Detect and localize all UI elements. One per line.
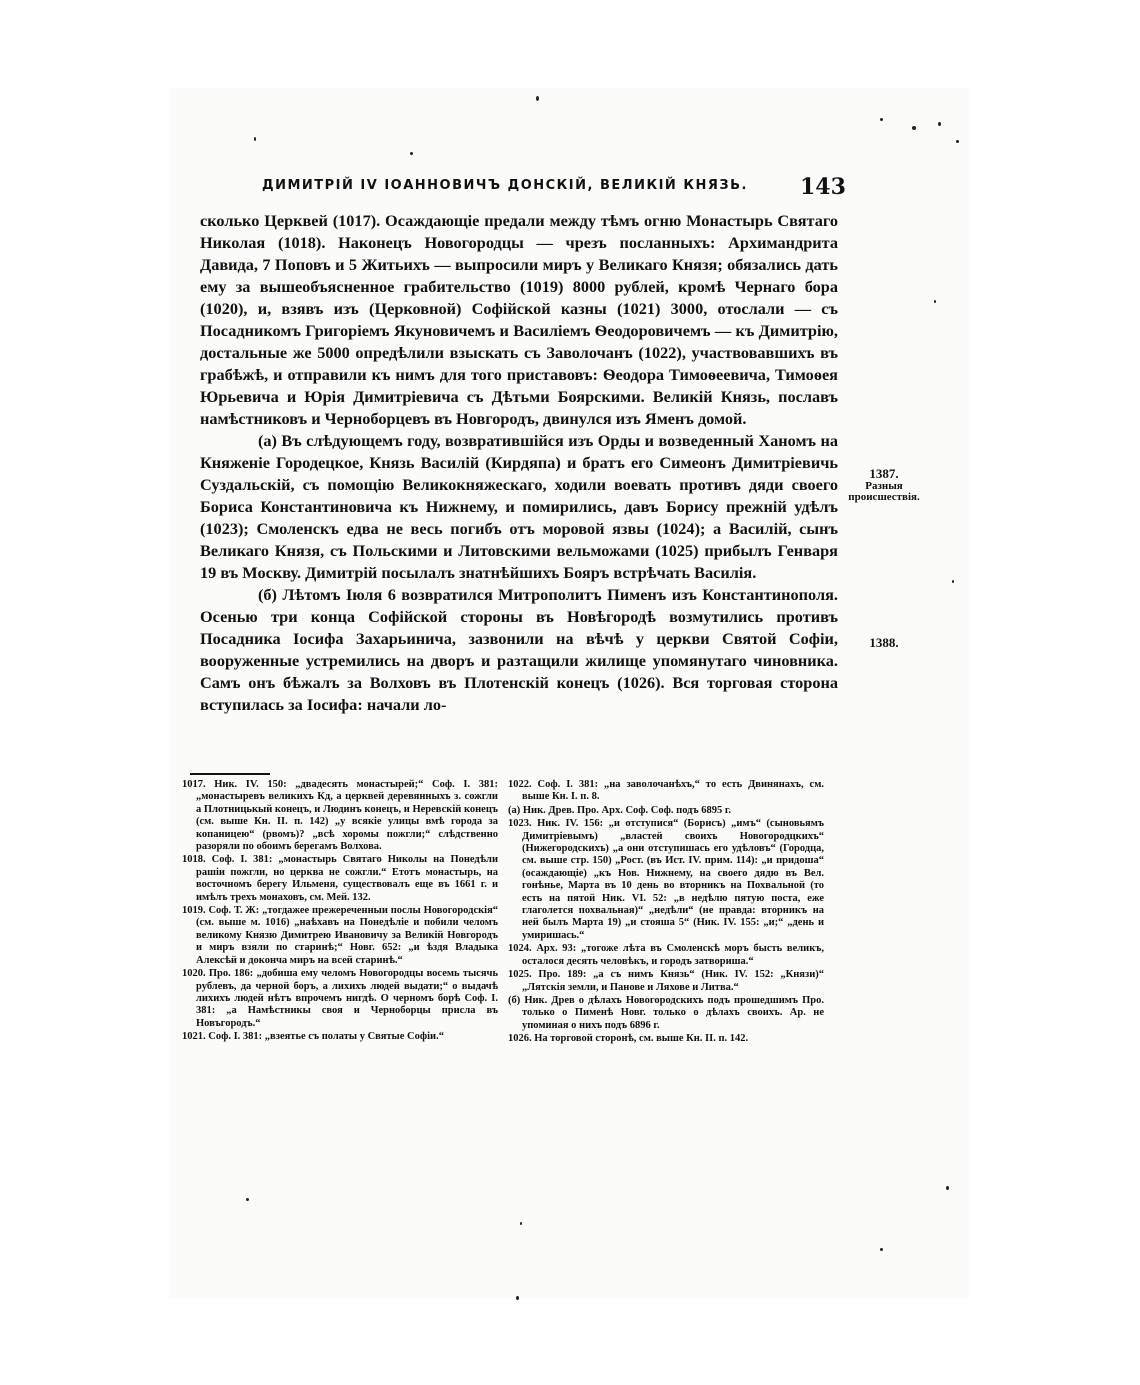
- scan-speck: [410, 152, 413, 155]
- scan-speck: [938, 122, 941, 126]
- footnotes-left-column: [182, 779, 498, 1045]
- scan-speck: [880, 1248, 883, 1251]
- scan-speck: [536, 96, 539, 101]
- footnote: 1025. Про. 189: „а съ нимъ Князь“ (Ник. IV. 152: „Князи)“ „Лятскія земли, и Панове и Ляхове и Литва.“: [508, 969, 824, 993]
- scan-speck: [516, 1296, 519, 1300]
- footnotes-right-column: [508, 779, 824, 1047]
- page-number: 143: [800, 174, 846, 200]
- margin-note-text: Разныя происшествія.: [848, 480, 920, 503]
- footnote-divider: [190, 773, 270, 775]
- scan-speck: [880, 118, 883, 121]
- margin-note-year: 1387.: [869, 466, 899, 481]
- scan-speck: [946, 1186, 949, 1190]
- scan-speck: [956, 140, 959, 143]
- scan-speck: [912, 126, 916, 130]
- paragraph: (б) Лѣтомъ Іюля 6 возвратился Митрополитъ Пименъ изъ Константинополя. Осенью три конца Софійской стороны въ Новѣгородѣ возмутились противъ Посадника Іосифа Захарьинича, зазвонили на вѣчѣ у церкви Святой Софіи, вооруженные устремились на дворъ и разтащили жилище упомянутаго чиновника. Самъ онъ бѣжалъ за Волховъ въ Плотенскій конецъ (1026). Вся торговая сторона вступилась за Іосифа: начали ло-: [200, 585, 838, 714]
- scan-speck: [254, 137, 256, 141]
- margin-note-year: 1388.: [869, 635, 899, 650]
- footnote: 1022. Соф. I. 381: „на заволочанѣхъ,“ то есть Двинянахъ, см. выше Кн. I. п. 8.: [508, 779, 824, 803]
- main-text: [200, 210, 838, 716]
- footnote: 1023. Ник. IV. 156: „и отступися“ (Борисъ) „имъ“ (сыновьямъ Димитріевымъ) „властей своихъ Новогородцкихъ“ (Нижегородскихъ) „а они отступишась его удѣловъ“ (Городца, см. выше стр. 150) „Рост. (въ Ист. IV. прим. 114): „и придоша“ (осаждающіе) „къ Нов. Нижнему, на своего дядю въ Вел. гонѣнье, Марта въ 10 день во вторникъ на Похвальной (то есть на пятой Ник. VI. 52: „в недѣлю пятую поста, еже глаголется похвальная)“ „недѣли“ (не правда: вторникъ на ней былъ Марта 19) „и стояша 5“ (Ник. IV. 155: „и;“ „день и умиришась.“: [508, 818, 824, 941]
- running-title: ДИМИТРІЙ IV ІОАННОВИЧЪ ДОНСКІЙ, ВЕЛИКІЙ КНЯЗЬ.: [262, 178, 748, 193]
- margin-note: [844, 468, 924, 503]
- footnote: 1018. Соф. I. 381: „монастырь Святаго Николы на Понедѣли рашіи пожгли, но церква не сожгли.“ Етотъ монастырь, на восточномъ берегу Ильменя, существовалъ еще въ 1661 г. и имѣлъ трехъ монаховъ, см. Мей. 132.: [182, 854, 498, 903]
- paragraph: сколько Церквей (1017). Осаждающіе предали между тѣмъ огню Монастырь Святаго Николая (1018). Наконецъ Новогородцы — чрезъ посланныхъ: Архимандрита Давида, 7 Поповъ и 5 Житьихъ — выпросили миръ у Великаго Князя; обязались дать ему за вышеобъясненное грабительство (1019) 8000 рублей, кромѣ Чернаго бора (1020), и, взявъ изъ (Церковной) Софійской казны (1021) 3000, отослали — съ Посадникомъ Григоріемъ Якуновичемъ и Василіемъ Ѳеодоровичемъ — къ Димитрію, достальные же 5000 опредѣлили взыскать съ Заволочанъ (1022), участвовавшихъ въ грабѣжѣ, и отправили къ нимъ для того приставовъ: Ѳеодора Тимоѳеевича, Тимоѳея Юрьевича и Юрія Димитріевича съ Дѣтьми Боярскими. Великій Князь, пославъ намѣстниковъ и Черноборцевъ въ Новгородъ, двинулся изъ Яменъ домой.: [200, 211, 838, 428]
- footnote: (а) Ник. Древ. Про. Арх. Соф. Соф. подъ 6895 г.: [508, 804, 732, 816]
- footnote: (б) Ник. Древ о дѣлахъ Новогородскихъ подъ прошедшимъ Про. только о Пименѣ Новг. только о дѣлахъ своихъ. Ар. не упоминая о нихъ подъ 6896 г.: [508, 994, 824, 1031]
- scan-speck: [246, 1198, 249, 1201]
- scan-speck: [520, 1222, 522, 1225]
- footnote: 1017. Ник. IV. 150: „двадесять монастырей;“ Соф. I. 381: „монастыревъ великихъ Кд, а церквей деревянныхъ з. сожгли а Плотницькый конецъ, и Людинъ конецъ, и Неревскій конецъ (см. выше Кн. II. п. 142) „у всякіе улицы вмѣ города за копаницею“ (рвомъ)? „всѣ хоромы пожгли;“ слѣдственно разоряли по обоимъ берегамъ Волхова.: [182, 779, 498, 853]
- footnote: 1026. На торговой сторонѣ, см. выше Кн. II. п. 142.: [508, 1033, 749, 1045]
- scan-speck: [934, 300, 936, 303]
- footnote: 1021. Соф. I. 381: „взеятье съ полаты у Святые Софіи.“: [182, 1031, 444, 1043]
- paragraph: (а) Въ слѣдующемъ году, возвратившійся изъ Орды и возведенный Ханомъ на Княженіе Городецкое, Князь Василій (Кирдяпа) и братъ его Симеонъ Димитріевичь Суздальскій, съ помощію Великокняжескаго, ходили воевать противъ дяди своего Бориса Константиновича къ Нижнему, и помирились, давъ Борису прежній удѣлъ (1023); Смоленскъ едва не весь погибъ отъ моровой язвы (1024); а Василій, сынъ Великаго Князя, съ Польскими и Литовскими вельможами (1025) прибылъ Генваря 19 въ Москву. Димитрій посылалъ знатнѣйшихъ Бояръ встрѣчать Василія.: [200, 431, 838, 582]
- footnote: 1019. Соф. Т. Ж: „тогдажее прежереченныи послы Новогородскія“ (см. выше м. 1016) „наѣхавъ на Понедѣліе и побили челомъ великому Князю Димитрею Ивановичу за Великій Новгородъ и миръ взяли по старинѣ;“ Новг. 652: „и ѣздя Владыка Алексѣй и доконча миръ на всей старинѣ.“: [182, 905, 498, 966]
- footnote: 1024. Арх. 93: „тогоже лѣта въ Смоленскѣ моръ бысть великъ, осталося десять человѣкъ, и городъ затвориша.“: [508, 943, 824, 967]
- margin-note: [844, 637, 924, 650]
- footnote: 1020. Про. 186: „добиша ему челомъ Новогородцы восемь тысячь рублевъ, да черной боръ, а лихихъ людей выдати;“ о выдачѣ лихихъ людей нѣтъ впрочемъ нигдѣ. О черномъ борѣ Соф. I. 381: „а Намѣстникы своя и Черноборцы присла въ Новъгородъ.“: [182, 968, 498, 1029]
- scan-speck: [952, 580, 954, 583]
